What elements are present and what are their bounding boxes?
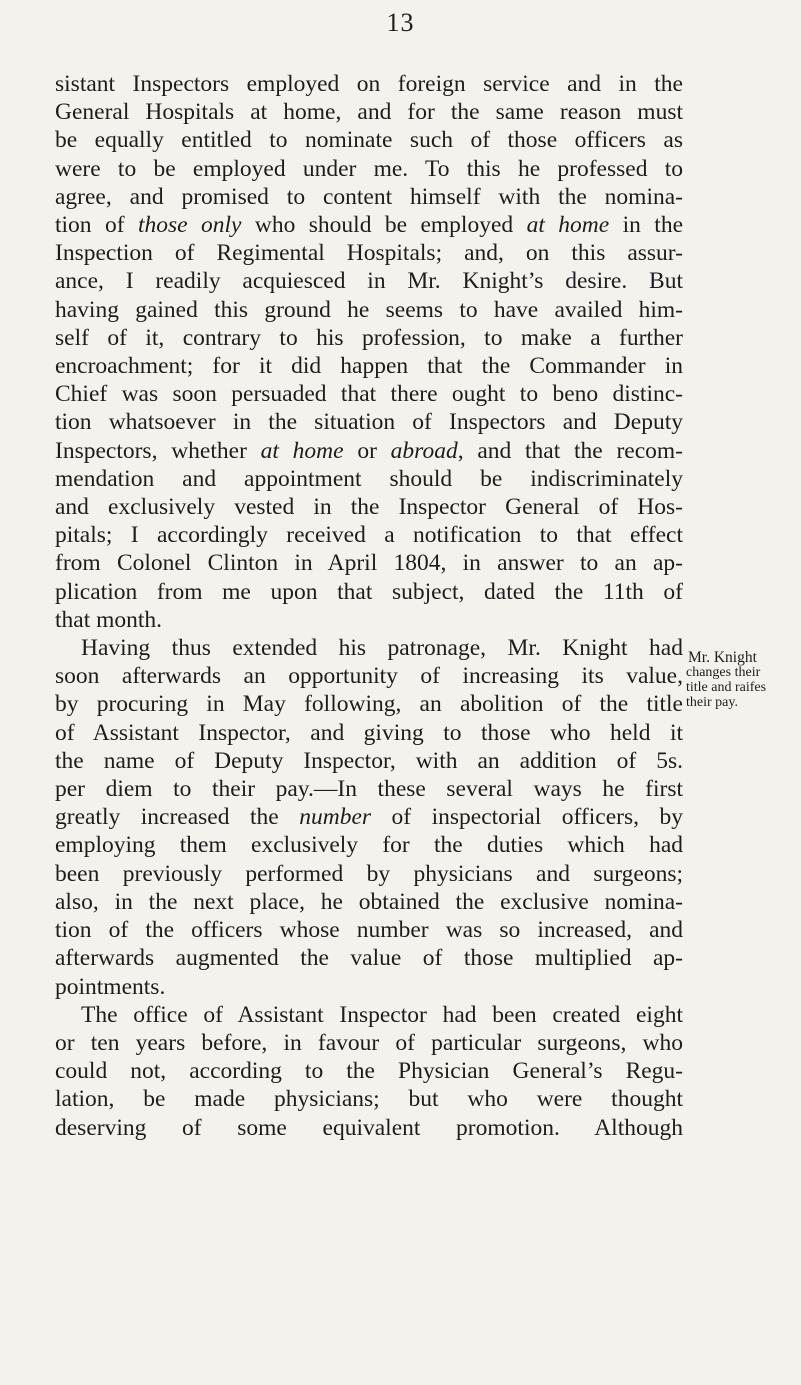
text-segment: Inspectors, whether xyxy=(55,437,261,464)
text-line xyxy=(55,380,683,408)
text-line xyxy=(55,1114,683,1142)
margin-note-line: title and raifes xyxy=(686,680,767,695)
text-segment: agree, and promised to content himself with the nomina- xyxy=(55,183,683,210)
text-segment: encroachment; for it did happen that the Commander in xyxy=(55,353,683,380)
text-line xyxy=(55,1085,683,1113)
text-line xyxy=(55,296,683,324)
text-segment: been previously performed by physicians and surgeons; xyxy=(55,860,683,887)
text-segment: General Hospitals at home, and for the same reason must xyxy=(55,99,683,126)
text-segment: pitals; I accordingly received a notification to that effect xyxy=(55,522,683,549)
text-segment: who should be employed xyxy=(241,212,527,239)
italic-text: abroad xyxy=(390,437,458,464)
text-segment: plication from me upon that subject, dated the 11th of xyxy=(55,578,683,605)
text-line xyxy=(55,860,683,888)
text-segment: ance, I readily acquiesced in Mr. Knight’s desire. But xyxy=(55,268,683,295)
text-segment: Having thus extended his patronage, Mr. Knight had xyxy=(81,635,683,662)
text-segment: lation, be made physicians; but who were thought xyxy=(55,1086,683,1113)
text-line xyxy=(55,606,683,634)
text-line xyxy=(55,888,683,916)
text-line xyxy=(55,973,683,1001)
text-segment: or xyxy=(343,437,391,464)
italic-text: those only xyxy=(137,212,242,239)
text-line xyxy=(55,70,683,98)
text-segment: soon afterwards an opportunity of increasing its value, xyxy=(55,663,683,690)
text-segment: of inspectorial officers, by xyxy=(371,804,683,831)
text-segment: pointments. xyxy=(55,973,166,1000)
text-line xyxy=(55,719,683,747)
text-line xyxy=(55,916,683,944)
text-segment: be equally entitled to nominate such of those officers as xyxy=(55,127,683,154)
text-segment: per diem to their pay.—In these several ways he first xyxy=(55,776,683,803)
text-segment: also, in the next place, he obtained the exclusive nomina- xyxy=(55,888,683,915)
text-line xyxy=(55,944,683,972)
text-line xyxy=(55,267,683,295)
text-segment: could not, according to the Physician General’s Regu- xyxy=(55,1058,683,1085)
text-line xyxy=(55,408,683,436)
text-segment: mendation and appointment should be indiscriminately xyxy=(55,465,683,492)
margin-note-line: changes their xyxy=(686,665,761,680)
text-line xyxy=(55,493,683,521)
text-segment: were to be employed under me. To this he professed to xyxy=(55,155,683,182)
text-segment: employing them exclusively for the duties which had xyxy=(55,832,683,859)
text-segment: that month. xyxy=(55,606,163,633)
text-segment: Inspection of Regimental Hospitals; and, on this assur- xyxy=(55,240,683,267)
text-line xyxy=(55,549,683,577)
text-segment: tion of the officers whose number was so increased, and xyxy=(55,917,683,944)
text-segment: greatly increased the xyxy=(55,804,300,831)
text-segment: afterwards augmented the value of those multiplied ap- xyxy=(55,945,683,972)
text-segment: deserving of some equivalent promotion. Although xyxy=(55,1114,683,1141)
text-segment: tion whatsoever in the situation of Inspectors and Deputy xyxy=(55,409,683,436)
text-segment: the name of Deputy Inspector, with an addition of 5s. xyxy=(55,747,683,774)
text-line xyxy=(55,662,683,690)
text-segment: in the xyxy=(609,212,683,239)
text-line xyxy=(55,126,683,154)
text-line xyxy=(55,211,683,239)
text-line xyxy=(55,183,683,211)
page-number: 13 xyxy=(386,8,415,37)
italic-text: at home xyxy=(526,212,610,239)
text-segment: tion of xyxy=(55,212,138,239)
text-line xyxy=(55,352,683,380)
text-segment: self of it, contrary to his profession, to make a further xyxy=(55,324,683,351)
text-line xyxy=(55,98,683,126)
margin-note-line: their pay. xyxy=(686,695,738,710)
text-segment: of Assistant Inspector, and giving to those who held it xyxy=(55,719,683,746)
text-segment: from Colonel Clinton in April 1804, in answer to an ap- xyxy=(55,550,683,577)
text-line xyxy=(55,1029,683,1057)
text-line xyxy=(55,1001,683,1029)
text-segment: The office of Assistant Inspector had been created eight xyxy=(81,1001,683,1028)
text-line xyxy=(55,437,683,465)
text-line xyxy=(55,465,683,493)
italic-text: at home xyxy=(260,437,344,464)
text-line xyxy=(55,521,683,549)
text-line xyxy=(55,578,683,606)
text-line xyxy=(55,690,683,718)
text-line xyxy=(55,634,683,662)
body-text xyxy=(55,70,683,1142)
italic-text: number xyxy=(299,804,372,831)
text-segment: sistant Inspectors employed on foreign service and in the xyxy=(55,71,683,97)
text-line xyxy=(55,155,683,183)
text-line xyxy=(55,831,683,859)
text-segment: , and that the recom- xyxy=(457,437,683,464)
text-segment: by procuring in May following, an abolition of the title xyxy=(55,691,683,718)
margin-note-line: Mr. Knight xyxy=(688,649,757,666)
text-segment: Chief was soon persuaded that there ought to beno distinc- xyxy=(55,381,683,408)
text-segment: or ten years before, in favour of particular surgeons, who xyxy=(55,1029,683,1056)
text-line xyxy=(55,775,683,803)
text-line xyxy=(55,324,683,352)
text-line xyxy=(55,803,683,831)
text-segment: and exclusively vested in the Inspector General of Hos- xyxy=(55,494,683,521)
text-segment: having gained this ground he seems to have availed him- xyxy=(55,296,683,323)
margin-note xyxy=(686,650,801,710)
text-line xyxy=(55,239,683,267)
text-line xyxy=(55,1057,683,1085)
text-line xyxy=(55,747,683,775)
